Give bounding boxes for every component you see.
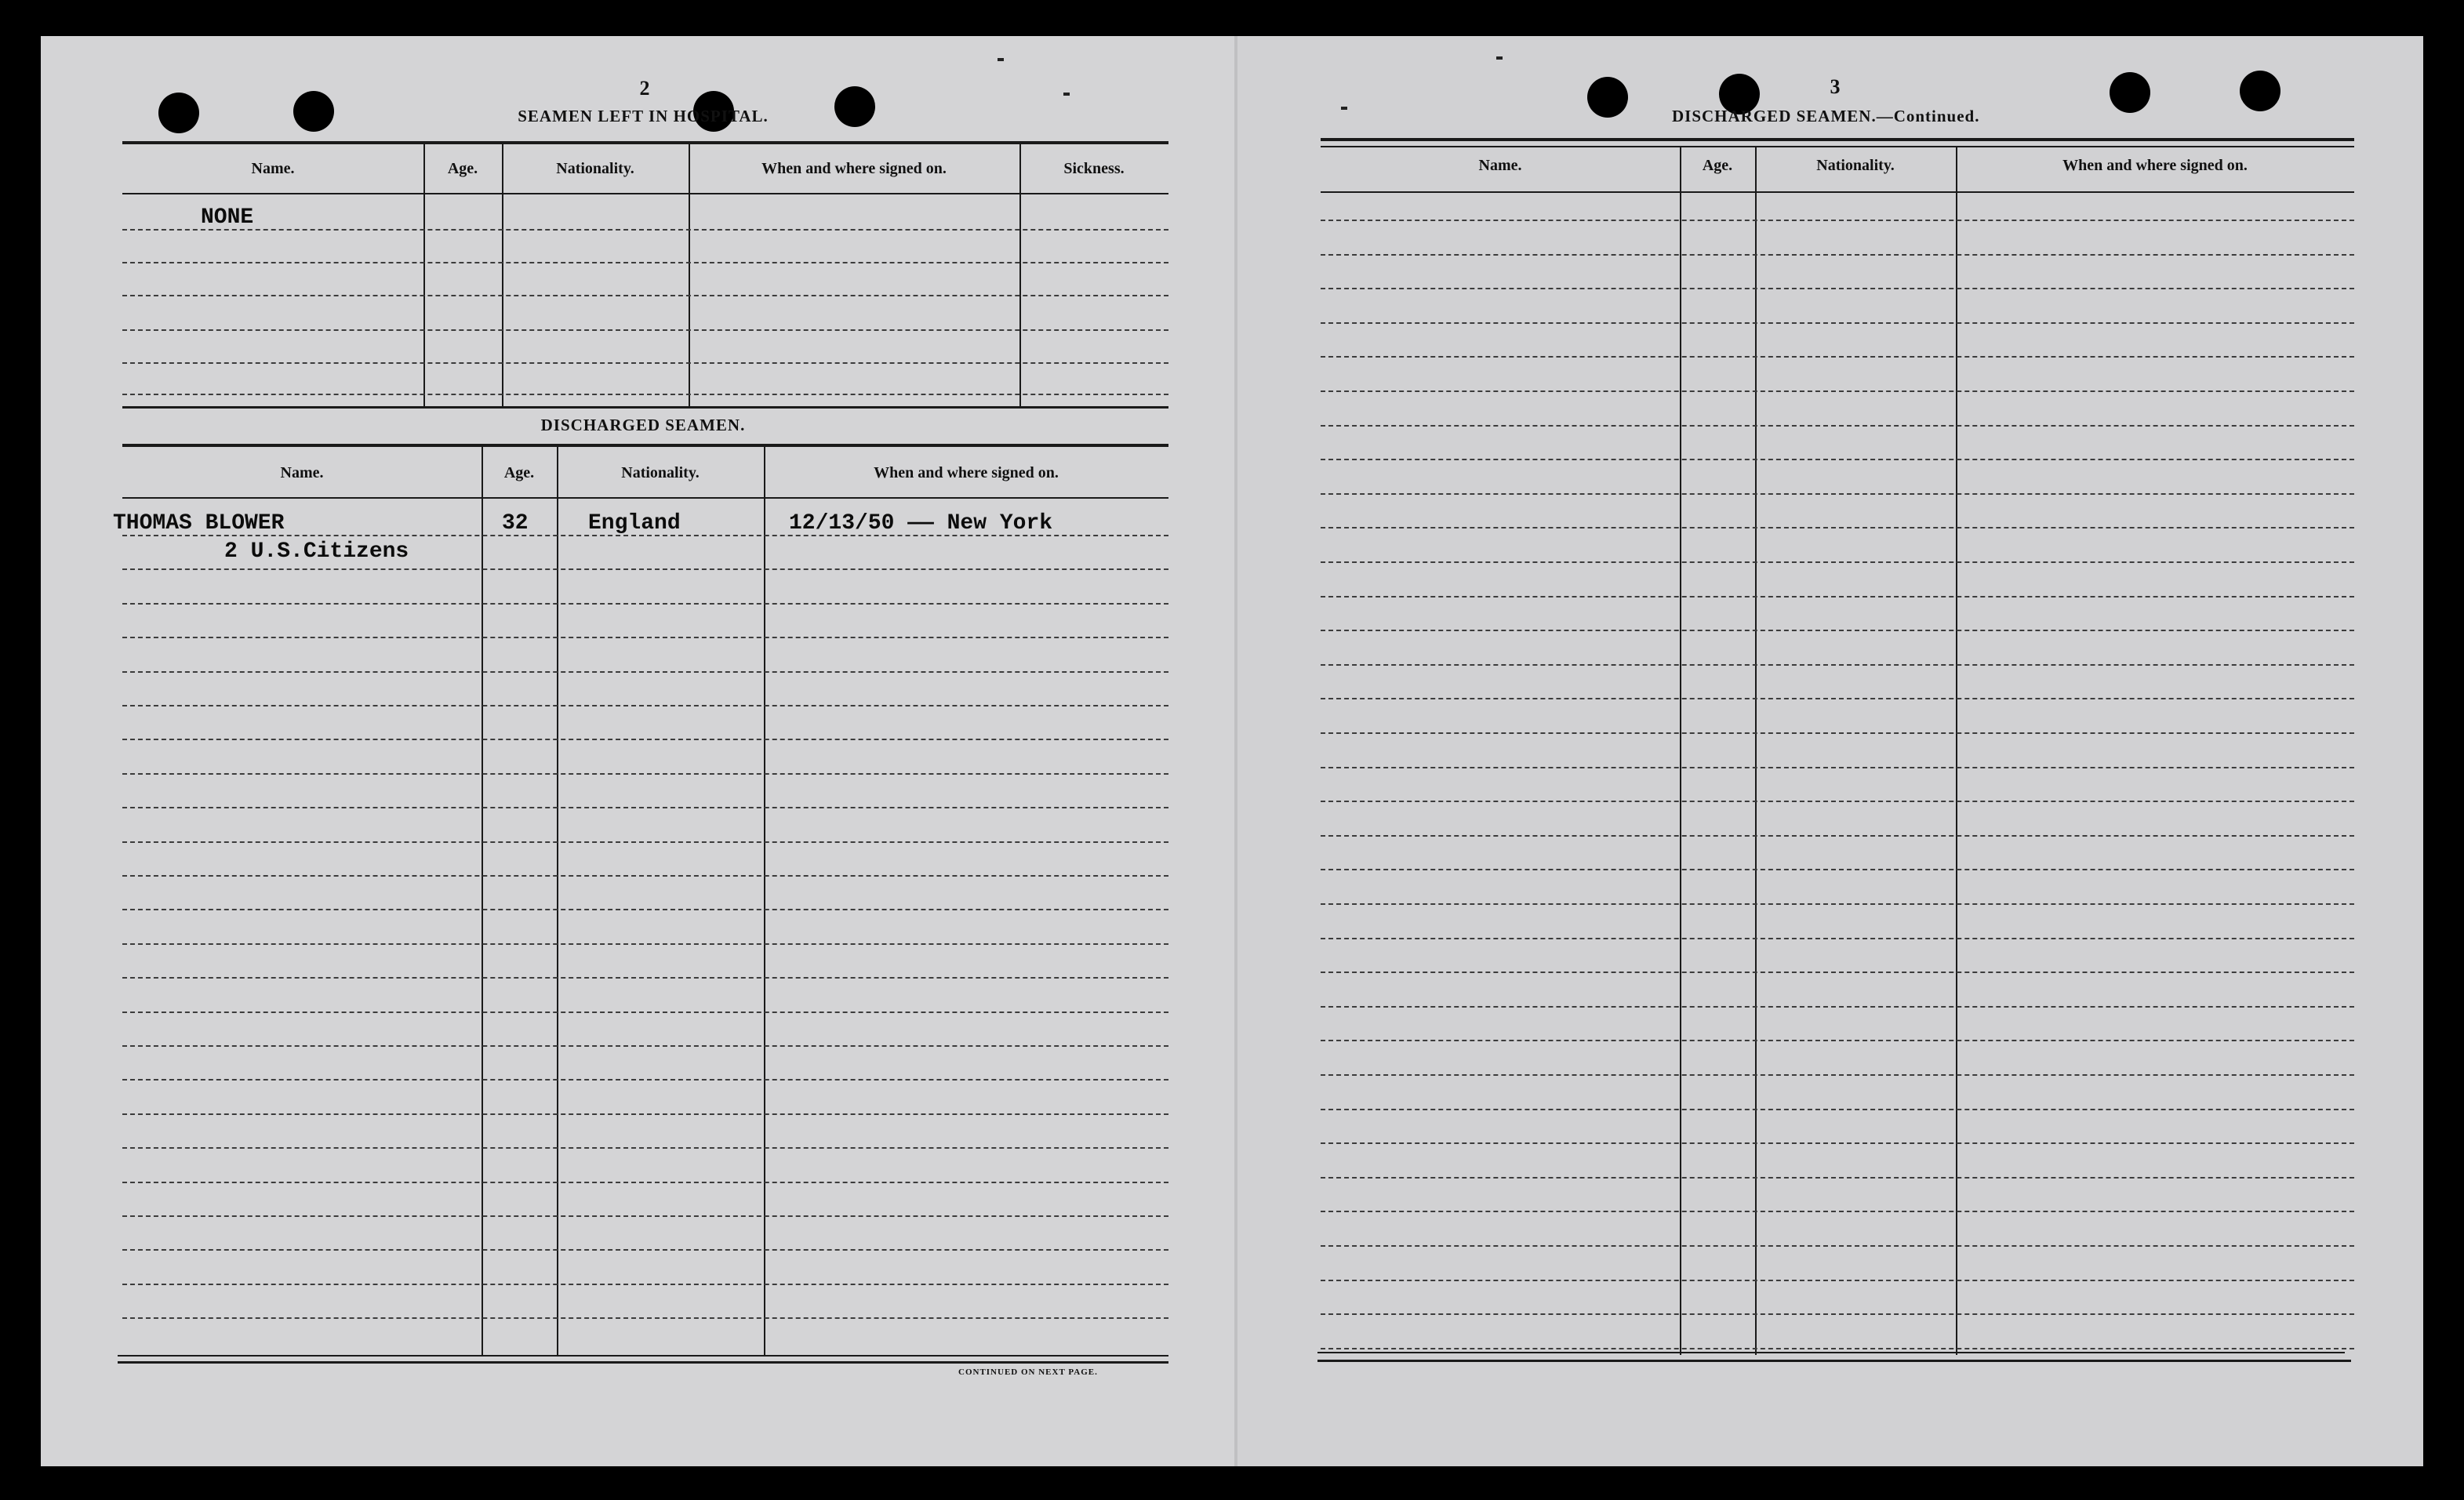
entry-line bbox=[122, 1079, 1168, 1081]
table-bottom-rule bbox=[122, 406, 1168, 409]
column-divider bbox=[1680, 147, 1681, 1355]
entry-line bbox=[1321, 596, 2354, 597]
entry-line bbox=[122, 943, 1168, 945]
entry-line bbox=[1321, 1006, 2354, 1008]
entry-line bbox=[1321, 561, 2354, 563]
entry-line bbox=[122, 1284, 1168, 1285]
entry-line bbox=[122, 568, 1168, 570]
entry-line bbox=[122, 909, 1168, 910]
left-page bbox=[41, 36, 1236, 1466]
table-bottom-rule bbox=[1317, 1360, 2351, 1362]
entry-line bbox=[1321, 1040, 2354, 1041]
column-divider bbox=[423, 144, 425, 406]
column-divider bbox=[1956, 147, 1957, 1355]
entry-line bbox=[1321, 869, 2354, 870]
table-top-rule bbox=[122, 444, 1168, 447]
column-divider bbox=[764, 447, 765, 1355]
page-gutter bbox=[1234, 36, 1237, 1466]
entry-line bbox=[1321, 1142, 2354, 1144]
column-header-sickness: Sickness. bbox=[1063, 160, 1125, 177]
entry-line bbox=[122, 1182, 1168, 1183]
entry-line bbox=[1321, 322, 2354, 324]
column-divider bbox=[689, 144, 690, 406]
entry-line bbox=[1321, 698, 2354, 699]
entry-line bbox=[1321, 1313, 2354, 1315]
column-header-age: Age. bbox=[503, 464, 535, 481]
entry-line bbox=[122, 773, 1168, 775]
entry-line bbox=[1321, 390, 2354, 392]
discharged-note: 2 U.S.Citizens bbox=[224, 539, 409, 564]
punch-hole bbox=[158, 93, 199, 133]
entry-line bbox=[122, 671, 1168, 673]
entry-line bbox=[1321, 1109, 2354, 1110]
column-header-name: Name. bbox=[251, 160, 295, 177]
column-header-age: Age. bbox=[447, 160, 478, 177]
entry-line bbox=[122, 229, 1168, 231]
right-section-title bbox=[1672, 107, 1979, 126]
entry-line bbox=[1321, 767, 2354, 768]
entry-line bbox=[122, 362, 1168, 364]
column-header-name: Name. bbox=[280, 464, 324, 481]
entry-line bbox=[1321, 493, 2354, 495]
right-section-title-suffix: —Continued. bbox=[1876, 107, 1980, 125]
column-header-name: Name. bbox=[1478, 157, 1522, 174]
entry-line bbox=[1321, 527, 2354, 528]
table-bottom-rule bbox=[118, 1355, 1168, 1357]
hospital-section-title: SEAMEN LEFT IN HOSPITAL. bbox=[518, 107, 769, 125]
header-rule bbox=[122, 497, 1168, 499]
entry-line bbox=[1321, 664, 2354, 666]
header-rule bbox=[122, 193, 1168, 194]
entry-line bbox=[1321, 288, 2354, 289]
entry-line bbox=[1321, 1211, 2354, 1212]
entry-line bbox=[1321, 1074, 2354, 1076]
discharged-age: 32 bbox=[502, 511, 529, 536]
entry-line bbox=[1321, 425, 2354, 427]
scan-speck bbox=[1341, 107, 1347, 110]
column-header-age: Age. bbox=[1702, 157, 1733, 174]
entry-line bbox=[1321, 1348, 2354, 1349]
entry-line bbox=[122, 1113, 1168, 1115]
entry-line bbox=[1321, 801, 2354, 802]
punch-hole bbox=[834, 86, 875, 127]
column-divider bbox=[557, 447, 558, 1355]
entry-line bbox=[122, 1012, 1168, 1013]
entry-line bbox=[122, 875, 1168, 877]
scan-speck bbox=[998, 58, 1004, 61]
column-header-nationality: Nationality. bbox=[556, 160, 634, 177]
discharged-name: THOMAS BLOWER bbox=[113, 511, 285, 536]
entry-line bbox=[122, 1317, 1168, 1319]
entry-line bbox=[1321, 254, 2354, 256]
discharged-signed-on: 12/13/50 —— New York bbox=[789, 511, 1053, 536]
column-header-signed-on: When and where signed on. bbox=[874, 464, 1059, 481]
entry-line bbox=[122, 535, 1168, 536]
column-header-signed-on: When and where signed on. bbox=[761, 160, 947, 177]
column-divider bbox=[502, 144, 503, 406]
page-number: 2 bbox=[639, 77, 650, 100]
table-top-rule bbox=[1321, 138, 2354, 141]
entry-line bbox=[1321, 220, 2354, 221]
page-number: 3 bbox=[1830, 75, 1841, 98]
entry-line bbox=[1321, 972, 2354, 973]
entry-line bbox=[122, 329, 1168, 331]
table-top-rule bbox=[1321, 146, 2354, 147]
punch-hole bbox=[2240, 71, 2280, 111]
punch-hole bbox=[1587, 77, 1628, 118]
table-bottom-rule bbox=[1317, 1352, 2345, 1353]
hospital-entry: NONE bbox=[201, 205, 254, 230]
entry-line bbox=[1321, 938, 2354, 939]
entry-line bbox=[122, 1147, 1168, 1149]
entry-line bbox=[1321, 1245, 2354, 1247]
entry-line bbox=[122, 739, 1168, 740]
entry-line bbox=[122, 295, 1168, 296]
discharged-nationality: England bbox=[588, 511, 681, 536]
column-divider bbox=[1755, 147, 1757, 1355]
entry-line bbox=[1321, 1280, 2354, 1281]
scan-speck bbox=[1496, 56, 1503, 60]
table-top-rule bbox=[122, 141, 1168, 144]
entry-line bbox=[1321, 732, 2354, 734]
entry-line bbox=[122, 1249, 1168, 1251]
entry-line bbox=[1321, 835, 2354, 837]
entry-line bbox=[122, 705, 1168, 706]
entry-line bbox=[122, 1045, 1168, 1047]
entry-line bbox=[122, 841, 1168, 843]
continued-note: CONTINUED ON NEXT PAGE. bbox=[958, 1367, 1098, 1377]
entry-line bbox=[122, 1215, 1168, 1217]
table-bottom-rule bbox=[118, 1361, 1168, 1364]
discharged-section-title: DISCHARGED SEAMEN. bbox=[540, 416, 746, 434]
punch-hole bbox=[293, 91, 334, 132]
scan-speck bbox=[1063, 93, 1070, 96]
punch-hole bbox=[2110, 72, 2150, 113]
entry-line bbox=[1321, 630, 2354, 631]
column-header-signed-on: When and where signed on. bbox=[2062, 157, 2248, 174]
column-divider bbox=[1019, 144, 1021, 406]
entry-line bbox=[122, 394, 1168, 395]
entry-line bbox=[122, 603, 1168, 605]
entry-line bbox=[1321, 356, 2354, 358]
entry-line bbox=[1321, 1177, 2354, 1179]
entry-line bbox=[122, 637, 1168, 638]
right-section-title-main: DISCHARGED SEAMEN. bbox=[1672, 107, 1877, 125]
entry-line bbox=[1321, 459, 2354, 460]
entry-line bbox=[122, 977, 1168, 979]
column-header-nationality: Nationality. bbox=[621, 464, 700, 481]
entry-line bbox=[1321, 903, 2354, 905]
entry-line bbox=[122, 262, 1168, 263]
header-rule bbox=[1321, 191, 2354, 193]
column-header-nationality: Nationality. bbox=[1816, 157, 1895, 174]
right-page bbox=[1236, 36, 2423, 1466]
entry-line bbox=[122, 807, 1168, 808]
column-divider bbox=[482, 447, 483, 1355]
